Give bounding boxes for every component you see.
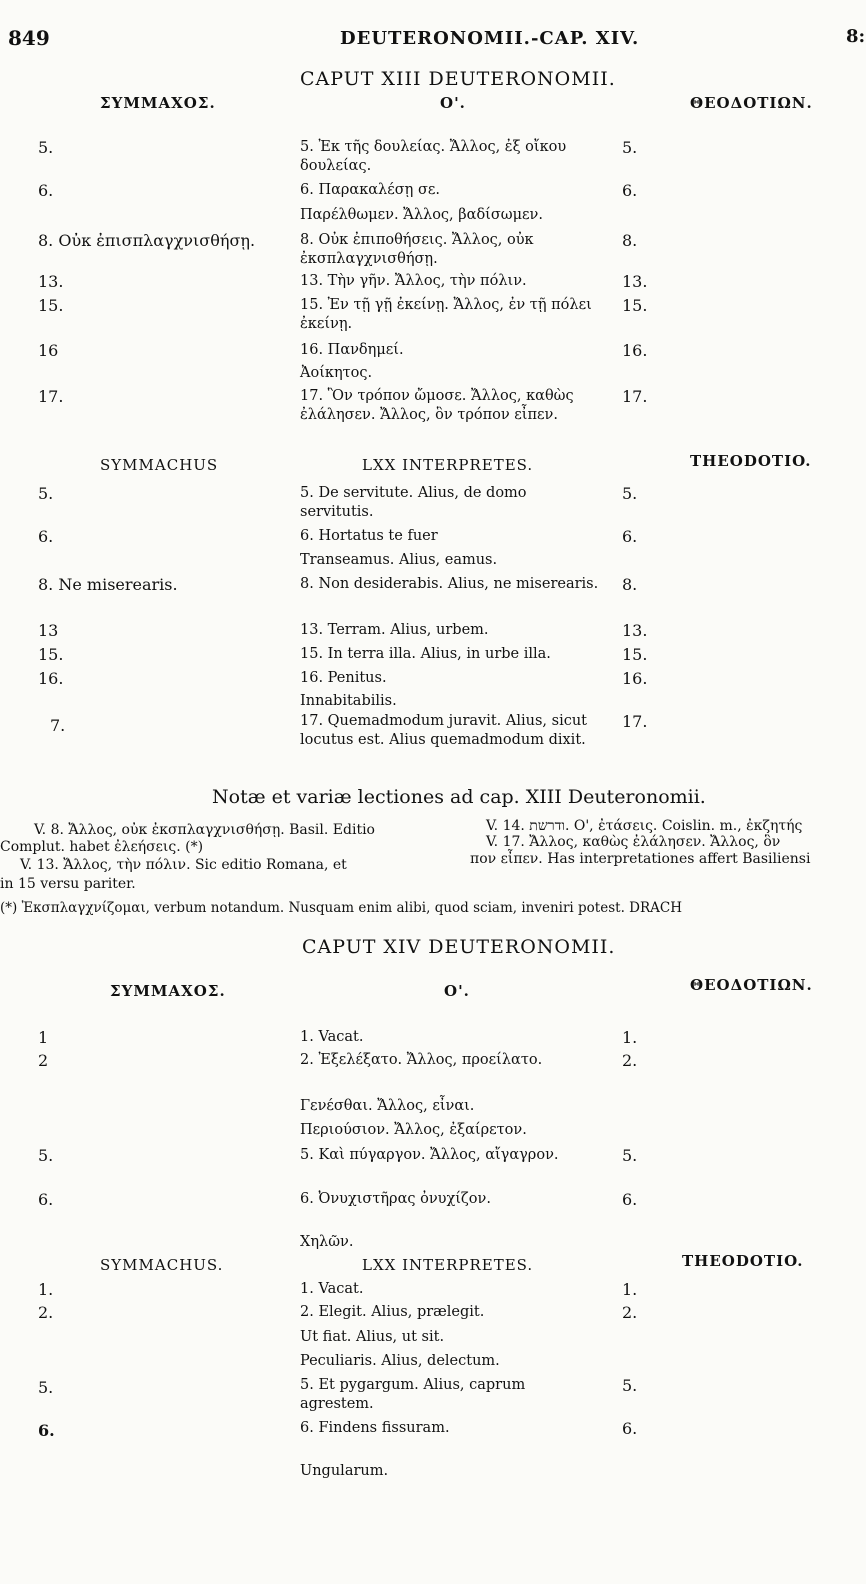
column-header-lxx: LXX INTERPRETES.	[362, 1256, 534, 1274]
page-number: 849	[8, 26, 50, 50]
page-number-right: 8:	[846, 26, 866, 47]
lxx-entry: 15. Ἐν τῇ γῇ ἐκείνῃ. Ἄλλος, ἐν τῇ πόλει ἐκείνῃ.	[300, 297, 592, 332]
theodotion-entry: 6.	[622, 527, 638, 546]
symmachus-entry: 5.	[38, 1146, 54, 1165]
theodotion-entry: 13.	[622, 272, 648, 291]
lxx-entry: 6. Ὀνυχιστῆρας ὀνυχίζον.	[300, 1191, 491, 1207]
note-line: V. 14. ודרשת. Ο', ἐτάσεις. Coislin. m., ἐκζητής	[486, 818, 803, 834]
theodotion-entry: 5.	[622, 138, 638, 157]
symmachus-entry: 7.	[50, 716, 66, 735]
theodotion-entry: 6.	[622, 181, 638, 200]
note-line: V. 13. Ἄλλος, τὴν πόλιν. Sic editio Romana, et	[20, 857, 347, 873]
column-header-lxx: LXX INTERPRETES.	[362, 456, 534, 474]
column-header-lxx: Ο'.	[444, 982, 470, 1000]
lxx-entry: Innabitabilis.	[300, 693, 397, 709]
lxx-entry: 13. Τὴν γῆν. Ἄλλος, τὴν πόλιν.	[300, 273, 527, 289]
symmachus-entry: 5.	[38, 484, 54, 503]
lxx-entry: Ἀοίκητος.	[300, 365, 373, 381]
symmachus-entry: 13	[38, 621, 59, 640]
lxx-entry: Παρέλθωμεν. Ἄλλος, βαδίσωμεν.	[300, 207, 543, 223]
lxx-entry: Χηλῶν.	[300, 1234, 354, 1250]
theodotion-entry: 8.	[622, 575, 638, 594]
symmachus-entry: 1.	[38, 1280, 54, 1299]
lxx-entry: Ungularum.	[300, 1463, 389, 1479]
notes-title: Notæ et variæ lectiones ad cap. XIII Deuteronomii.	[212, 786, 706, 808]
lxx-entry: Transeamus. Alius, eamus.	[300, 552, 498, 568]
theodotion-entry: 6.	[622, 1419, 638, 1438]
note-line: πον εἶπεν. Has interpretationes affert Basiliensi	[470, 851, 811, 867]
symmachus-entry: 8. Οὐκ ἐπισπλαγχνισθήσῃ.	[38, 231, 256, 250]
lxx-entry: 17. Quemadmodum juravit. Alius, sicut locutus est. Alius quemadmodum dixit.	[300, 713, 588, 748]
column-header-theodotion: ΘΕΟΔΟΤΙΩΝ.	[690, 976, 813, 994]
lxx-entry: 13. Terram. Alius, urbem.	[300, 622, 489, 638]
lxx-entry: 2. Ἐξελέξατο. Ἄλλος, προείλατο.	[300, 1052, 543, 1068]
lxx-entry: Peculiaris. Alius, delectum.	[300, 1353, 500, 1369]
lxx-entry: 5. Et pygargum. Alius, caprum agrestem.	[300, 1377, 526, 1412]
column-header-lxx: Ο'.	[440, 94, 466, 112]
theodotion-entry: 1.	[622, 1028, 638, 1047]
symmachus-entry: 1	[38, 1028, 49, 1047]
symmachus-entry: 15.	[38, 296, 64, 315]
column-header-theodotion: THEODOTIO.	[682, 1252, 804, 1270]
symmachus-entry: 5.	[38, 1378, 54, 1397]
symmachus-entry: 16.	[38, 669, 64, 688]
theodotion-entry: 15.	[622, 296, 648, 315]
symmachus-entry: 8. Ne miserearis.	[38, 575, 178, 594]
theodotion-entry: 16.	[622, 669, 648, 688]
theodotion-entry: 6.	[622, 1190, 638, 1209]
lxx-entry: Ut fiat. Alius, ut sit.	[300, 1329, 445, 1345]
lxx-entry: 2. Elegit. Alius, prælegit.	[300, 1304, 485, 1320]
lxx-entry: Περιούσιον. Ἄλλος, ἐξαίρετον.	[300, 1122, 527, 1138]
symmachus-entry: 6.	[38, 181, 54, 200]
lxx-entry: 6. Παρακαλέσῃ σε.	[300, 182, 440, 198]
symmachus-entry: 17.	[38, 387, 64, 406]
column-header-theodotion: ΘΕΟΔΟΤΙΩΝ.	[690, 94, 813, 112]
note-line: in 15 versu pariter.	[0, 876, 136, 892]
lxx-entry: Γενέσθαι. Ἄλλος, εἶναι.	[300, 1098, 475, 1114]
note-line: V. 17. Ἄλλος, καθὼς ἐλάλησεν. Ἄλλος, ὃν	[486, 834, 781, 850]
symmachus-entry: 5.	[38, 138, 54, 157]
theodotion-entry: 2.	[622, 1051, 638, 1070]
chapter-title: CAPUT XIV DEUTERONOMII.	[302, 936, 616, 958]
lxx-entry: 1. Vacat.	[300, 1029, 364, 1045]
theodotion-entry: 8.	[622, 231, 638, 250]
symmachus-entry: 2	[38, 1051, 49, 1070]
theodotion-entry: 17.	[622, 387, 648, 406]
theodotion-entry: 17.	[622, 712, 648, 731]
column-header-theodotion: THEODOTIO.	[690, 452, 812, 470]
lxx-entry: 1. Vacat.	[300, 1281, 364, 1297]
theodotion-entry: 1.	[622, 1280, 638, 1299]
symmachus-entry: 6.	[38, 1190, 54, 1209]
note-line: Complut. habet ἐλεήσεις. (*)	[0, 839, 204, 855]
theodotion-entry: 2.	[622, 1303, 638, 1322]
lxx-entry: 16. Πανδημεί.	[300, 342, 404, 358]
lxx-entry: 8. Οὐκ ἐπιποθήσεις. Ἄλλος, οὐκ ἐκσπλαγχνισθήσῃ.	[300, 232, 534, 267]
theodotion-entry: 15.	[622, 645, 648, 664]
theodotion-entry: 5.	[622, 1146, 638, 1165]
symmachus-entry: 16	[38, 341, 59, 360]
running-title: DEUTERONOMII.-CAP. XIV.	[340, 28, 640, 49]
column-header-symmachus: ΣΥΜΜΑΧΟΣ.	[110, 982, 226, 1000]
lxx-entry: 5. Καὶ πύγαργον. Ἄλλος, αἴγαγρον.	[300, 1147, 559, 1163]
symmachus-entry: 15.	[38, 645, 64, 664]
symmachus-entry: 6.	[38, 527, 54, 546]
lxx-entry: 5. Ἐκ τῆς δουλείας. Ἄλλος, ἐξ οἴκου δουλείας.	[300, 139, 567, 174]
lxx-entry: 5. De servitute. Alius, de domo servitutis.	[300, 485, 527, 520]
note-line: V. 8. Ἄλλος, οὐκ ἐκσπλαγχνισθήσῃ. Basil. Editio	[34, 822, 375, 838]
symmachus-entry: 13.	[38, 272, 64, 291]
lxx-entry: 6. Findens fissuram.	[300, 1420, 450, 1436]
theodotion-entry: 13.	[622, 621, 648, 640]
chapter-title: CAPUT XIII DEUTERONOMII.	[300, 68, 616, 90]
lxx-entry: 8. Non desiderabis. Alius, ne miserearis.	[300, 576, 599, 592]
column-header-symmachus: SYMMACHUS	[100, 456, 219, 474]
column-header-symmachus: SYMMACHUS.	[100, 1256, 224, 1274]
theodotion-entry: 5.	[622, 1376, 638, 1395]
theodotion-entry: 16.	[622, 341, 648, 360]
theodotion-entry: 5.	[622, 484, 638, 503]
lxx-entry: 15. In terra illa. Alius, in urbe illa.	[300, 646, 551, 662]
column-header-symmachus: ΣΥΜΜΑΧΟΣ.	[100, 94, 216, 112]
symmachus-entry: 6.	[38, 1421, 55, 1440]
lxx-entry: 16. Penitus.	[300, 670, 387, 686]
footnote: (*) Ἐκσπλαγχνίζομαι, verbum notandum. Nusquam enim alibi, quod sciam, inveniri potest. DRACH	[0, 900, 682, 916]
lxx-entry: 6. Hortatus te fuer	[300, 528, 438, 544]
lxx-entry: 17. Ὃν τρόπον ὤμοσε. Ἄλλος, καθὼς ἐλάλησεν. Ἄλλος, ὃν τρόπον εἶπεν.	[300, 388, 574, 423]
symmachus-entry: 2.	[38, 1303, 54, 1322]
